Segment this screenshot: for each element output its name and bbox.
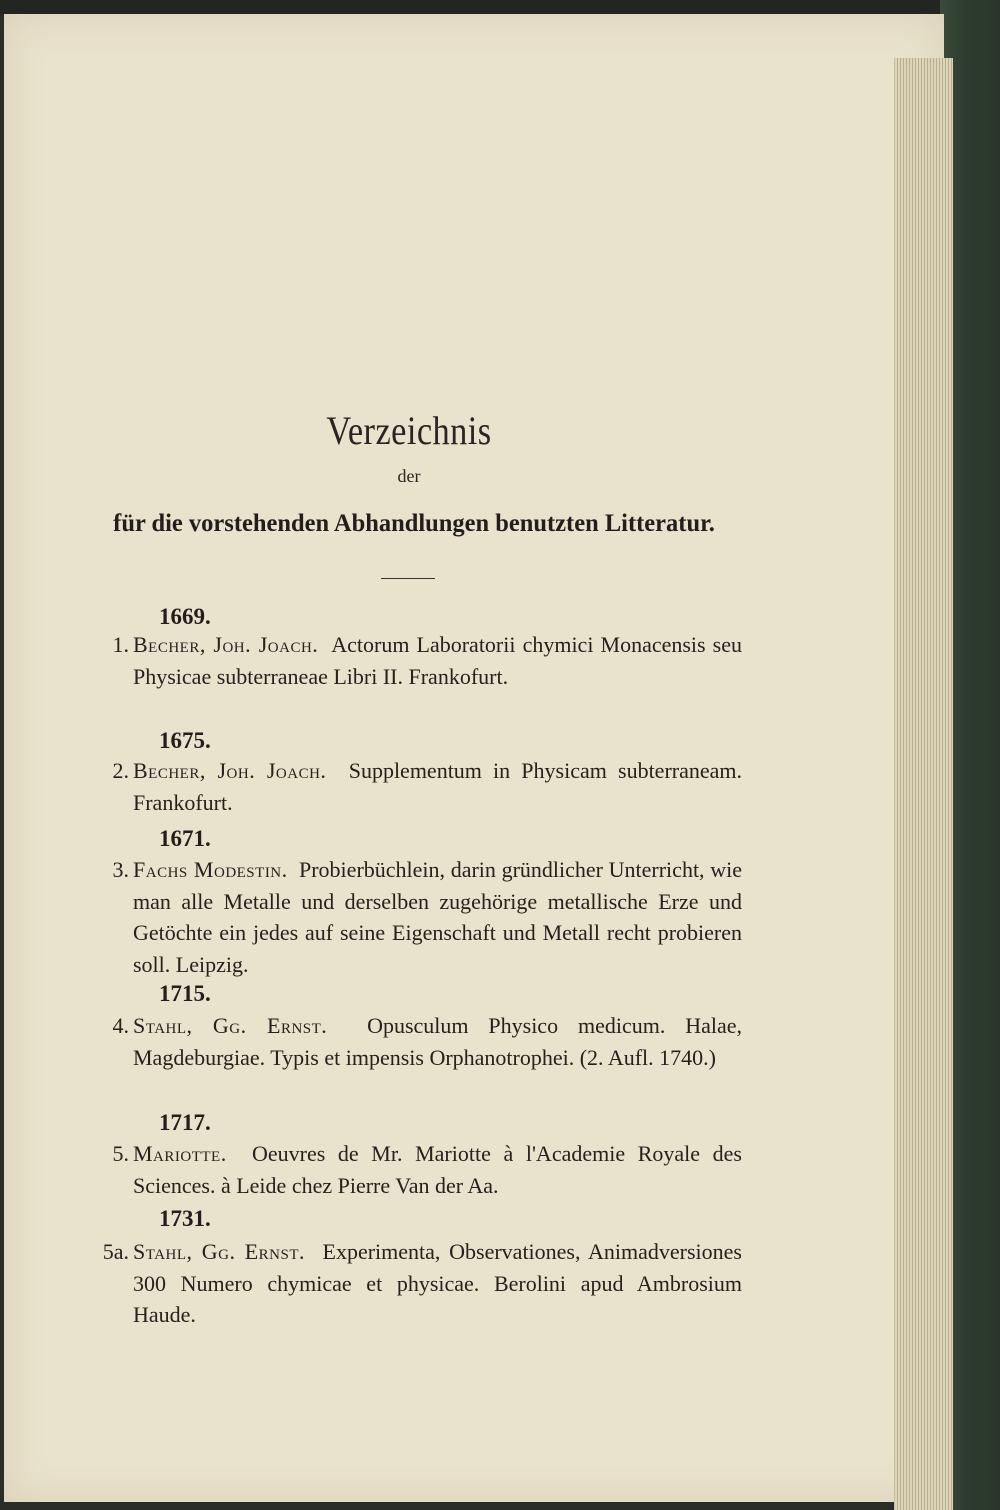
entry-author: Fachs Modestin.: [133, 857, 288, 882]
entry-text: Actorum Laboratorii chymici Monacensis seu Physicae subterraneae Libri II. Frankofurt.: [133, 632, 742, 689]
bibliography-entry: [89, 755, 742, 818]
entry-author: Becher, Joh. Joach.: [133, 632, 319, 657]
book-page: [4, 14, 944, 1502]
book-cover-top: [0, 0, 1000, 14]
page-content: [4, 14, 894, 1502]
entry-text: Supplementum in Physicam subterraneam. Frankofurt.: [133, 758, 742, 815]
bibliography-entry: [89, 854, 742, 980]
entry-number: 1.: [112, 632, 129, 657]
entry-text: Oeuvres de Mr. Mariotte à l'Academie Royale des Sciences. à Leide chez Pierre Van der Aa.: [133, 1141, 742, 1198]
bibliography-entry: [89, 1236, 742, 1331]
divider-rule: [381, 578, 435, 579]
entry-number: 2.: [112, 758, 129, 783]
page-subtitle: für die vorstehenden Abhandlungen benutzten Litteratur.: [113, 510, 715, 537]
entry-number: 5a.: [102, 1239, 129, 1264]
entry-number: 4.: [112, 1013, 129, 1038]
entry-text: Opusculum Physico medicum. Halae, Magdeburgiae. Typis et impensis Orphanotrophei. (2. Aufl. 1740.): [133, 1013, 743, 1070]
bibliography-entry: [89, 1138, 742, 1201]
title-connector: der: [397, 466, 421, 486]
entry-author: Stahl, Gg. Ernst.: [133, 1239, 306, 1264]
entry-text: Experimenta, Observationes, Animadversiones 300 Numero chymicae et physicae. Berolini apud Ambrosium Haude.: [133, 1239, 742, 1327]
bibliography-entry: [89, 629, 742, 692]
entry-year: 1669.: [159, 604, 211, 629]
page-edges: [894, 58, 953, 1510]
entry-number: 3.: [112, 857, 129, 882]
entry-author: Becher, Joh. Joach.: [133, 758, 327, 783]
entry-year: 1715.: [159, 981, 211, 1006]
entry-number: 5.: [112, 1141, 129, 1166]
entry-author: Stahl, Gg. Ernst.: [133, 1013, 328, 1038]
entry-author: Mariotte.: [133, 1141, 227, 1166]
page-title: Verzeichnis: [326, 408, 492, 453]
entry-text: Probierbüchlein, darin gründlicher Unterricht, wie man alle Metalle und derselben zugehörige metallische Erze und Getöchte ein jedes auf seine Eigenschaft und Metall recht probieren soll. Leipzig.: [133, 857, 742, 977]
entry-year: 1731.: [159, 1206, 211, 1231]
entry-year: 1717.: [159, 1110, 211, 1135]
entry-year: 1671.: [159, 826, 211, 851]
entry-year: 1675.: [159, 728, 211, 753]
bibliography-entry: [89, 1010, 742, 1073]
